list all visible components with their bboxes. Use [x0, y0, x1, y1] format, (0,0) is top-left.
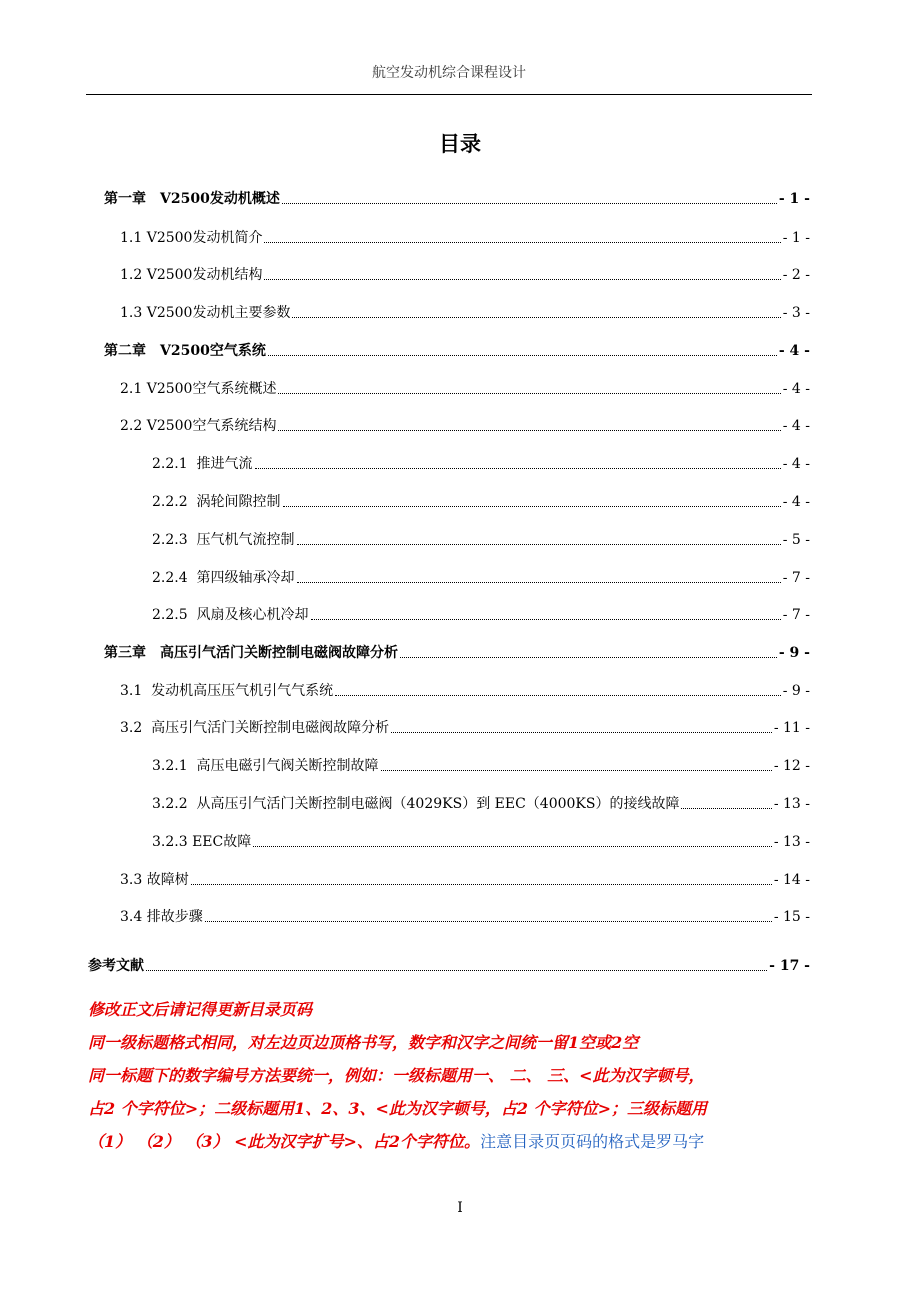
editor-notes [88, 993, 818, 1158]
toc-entry[interactable] [120, 413, 810, 435]
toc-entry-page: - 14 - [773, 872, 810, 888]
toc-entry-page: - 9 - [778, 645, 810, 661]
toc-entry[interactable] [152, 753, 810, 775]
toc-entry-page: - 3 - [782, 305, 810, 321]
toc-entry[interactable] [120, 904, 810, 926]
toc-leader [255, 467, 781, 469]
toc-entry-label: 2.2.5 风扇及核心机冷却 [152, 607, 309, 623]
toc-entry-label: 3.2.2 从高压引气活门关断控制电磁阀（4029KS）到 EEC（4000KS）的接线故障 [152, 796, 680, 812]
toc-entry[interactable] [152, 602, 810, 624]
toc-leader [264, 241, 780, 243]
toc-entry-label: 2.2 V2500空气系统结构 [120, 418, 277, 434]
toc-entry[interactable] [152, 791, 810, 813]
toc-entry-page: - 5 - [782, 532, 810, 548]
toc-leader [282, 202, 777, 204]
toc-entry[interactable] [120, 225, 810, 247]
note-level3-rule: （1） （2） （3） <此为汉字扩号>、占2个字符位。 [88, 1132, 481, 1151]
toc-entry-label: 3.2.3 EEC故障 [152, 834, 252, 850]
toc-entry-page: - 2 - [782, 267, 810, 283]
toc-entry-label: 3.2 高压引气活门关断控制电磁阀故障分析 [120, 720, 390, 736]
toc-entry-label: 3.2.1 高压电磁引气阀关断控制故障 [152, 758, 379, 774]
toc-entry-page: - 4 - [782, 494, 810, 510]
toc-entry[interactable] [120, 262, 810, 284]
toc-leader [146, 969, 767, 971]
toc-entry-page: - 4 - [782, 456, 810, 472]
toc-leader [278, 429, 780, 431]
toc-entry-page: - 12 - [773, 758, 810, 774]
note-heading-format: 同一级标题格式相同，对左边页边顶格书写，数字和汉字之间统一留1空或2空 [88, 1033, 639, 1052]
toc-entry-page: - 1 - [782, 230, 810, 246]
toc-entry-page: - 9 - [782, 683, 810, 699]
toc-entry-label: 3.3 故障树 [120, 872, 189, 888]
toc-leader [278, 392, 780, 394]
toc-leader [311, 618, 781, 620]
toc-leader [191, 883, 772, 885]
toc-entry-page: - 15 - [773, 909, 810, 925]
toc-entry[interactable] [120, 867, 810, 889]
toc-entry-page: - 1 - [778, 191, 810, 207]
toc-entry-label: 3.4 排故步骤 [120, 909, 203, 925]
toc-entry-label: 2.2.4 第四级轴承冷却 [152, 570, 295, 586]
toc-entry[interactable] [152, 489, 810, 511]
document-header: 航空发动机综合课程设计 [372, 65, 526, 81]
toc-leader [268, 354, 777, 356]
toc-entry-page: - 11 - [773, 720, 810, 736]
note-update-page-numbers: 修改正文后请记得更新目录页码 [88, 1000, 313, 1019]
toc-entry[interactable] [104, 338, 810, 360]
toc-leader [205, 920, 772, 922]
toc-leader [400, 656, 777, 658]
toc-entry-label: 2.1 V2500空气系统概述 [120, 381, 277, 397]
toc-entry-label: 1.3 V2500发动机主要参数 [120, 305, 291, 321]
toc-entry[interactable] [120, 715, 810, 737]
toc-leader [253, 845, 772, 847]
toc-entry[interactable] [104, 186, 810, 208]
toc-entry-label: 1.2 V2500发动机结构 [120, 267, 263, 283]
toc-leader [283, 505, 781, 507]
toc-leader [391, 731, 772, 733]
toc-leader [292, 316, 780, 318]
page-number: I [457, 1200, 463, 1216]
toc-entry-label: 2.2.3 压气机气流控制 [152, 532, 295, 548]
toc-entry[interactable] [152, 565, 810, 587]
toc-leader [264, 278, 780, 280]
toc-entry[interactable] [88, 953, 810, 975]
toc-entry[interactable] [104, 640, 810, 662]
toc-entry[interactable] [120, 376, 810, 398]
toc-entry-label: 第二章 V2500空气系统 [104, 343, 266, 359]
toc-entry[interactable] [120, 300, 810, 322]
toc-entry-page: - 4 - [782, 381, 810, 397]
note-numbering-rule-end [88, 1125, 818, 1158]
toc-entry-label: 2.2.1 推进气流 [152, 456, 253, 472]
toc-entry-label: 2.2.2 涡轮间隙控制 [152, 494, 281, 510]
toc-entry-page: - 13 - [773, 834, 810, 850]
toc-entry[interactable] [152, 527, 810, 549]
toc-title: 目录 [439, 131, 481, 156]
toc-leader [335, 694, 781, 696]
toc-entry-label: 第三章 高压引气活门关断控制电磁阀故障分析 [104, 645, 398, 661]
toc-entry[interactable] [120, 678, 810, 700]
toc-entry-page: - 4 - [782, 418, 810, 434]
toc-entry-page: - 7 - [782, 607, 810, 623]
toc-entry-page: - 13 - [773, 796, 810, 812]
note-numbering-rule-cont: 占2 个字符位>；二级标题用1、2、3、<此为汉字顿号，占2 个字符位>；三级标题用 [88, 1099, 708, 1118]
toc-entry[interactable] [152, 451, 810, 473]
toc-entry[interactable] [152, 829, 810, 851]
toc-leader [297, 581, 781, 583]
note-numbering-rule: 同一标题下的数字编号方法要统一，例如：一级标题用一、 二、 三、<此为汉字顿号， [88, 1066, 705, 1085]
toc-leader [681, 807, 771, 809]
toc-entry-page: - 17 - [769, 958, 810, 974]
toc-leader [297, 543, 781, 545]
note-roman-page-format: 注意目录页页码的格式是罗马字 [480, 1132, 705, 1151]
toc-entry-label: 3.1 发动机高压压气机引气气系统 [120, 683, 334, 699]
toc-entry-label: 1.1 V2500发动机简介 [120, 230, 263, 246]
toc-entry-page: - 7 - [782, 570, 810, 586]
toc-leader [381, 769, 772, 771]
toc-entry-label: 第一章 V2500发动机概述 [104, 191, 280, 207]
toc-entry-label: 参考文献 [88, 958, 144, 974]
toc-entry-page: - 4 - [778, 343, 810, 359]
